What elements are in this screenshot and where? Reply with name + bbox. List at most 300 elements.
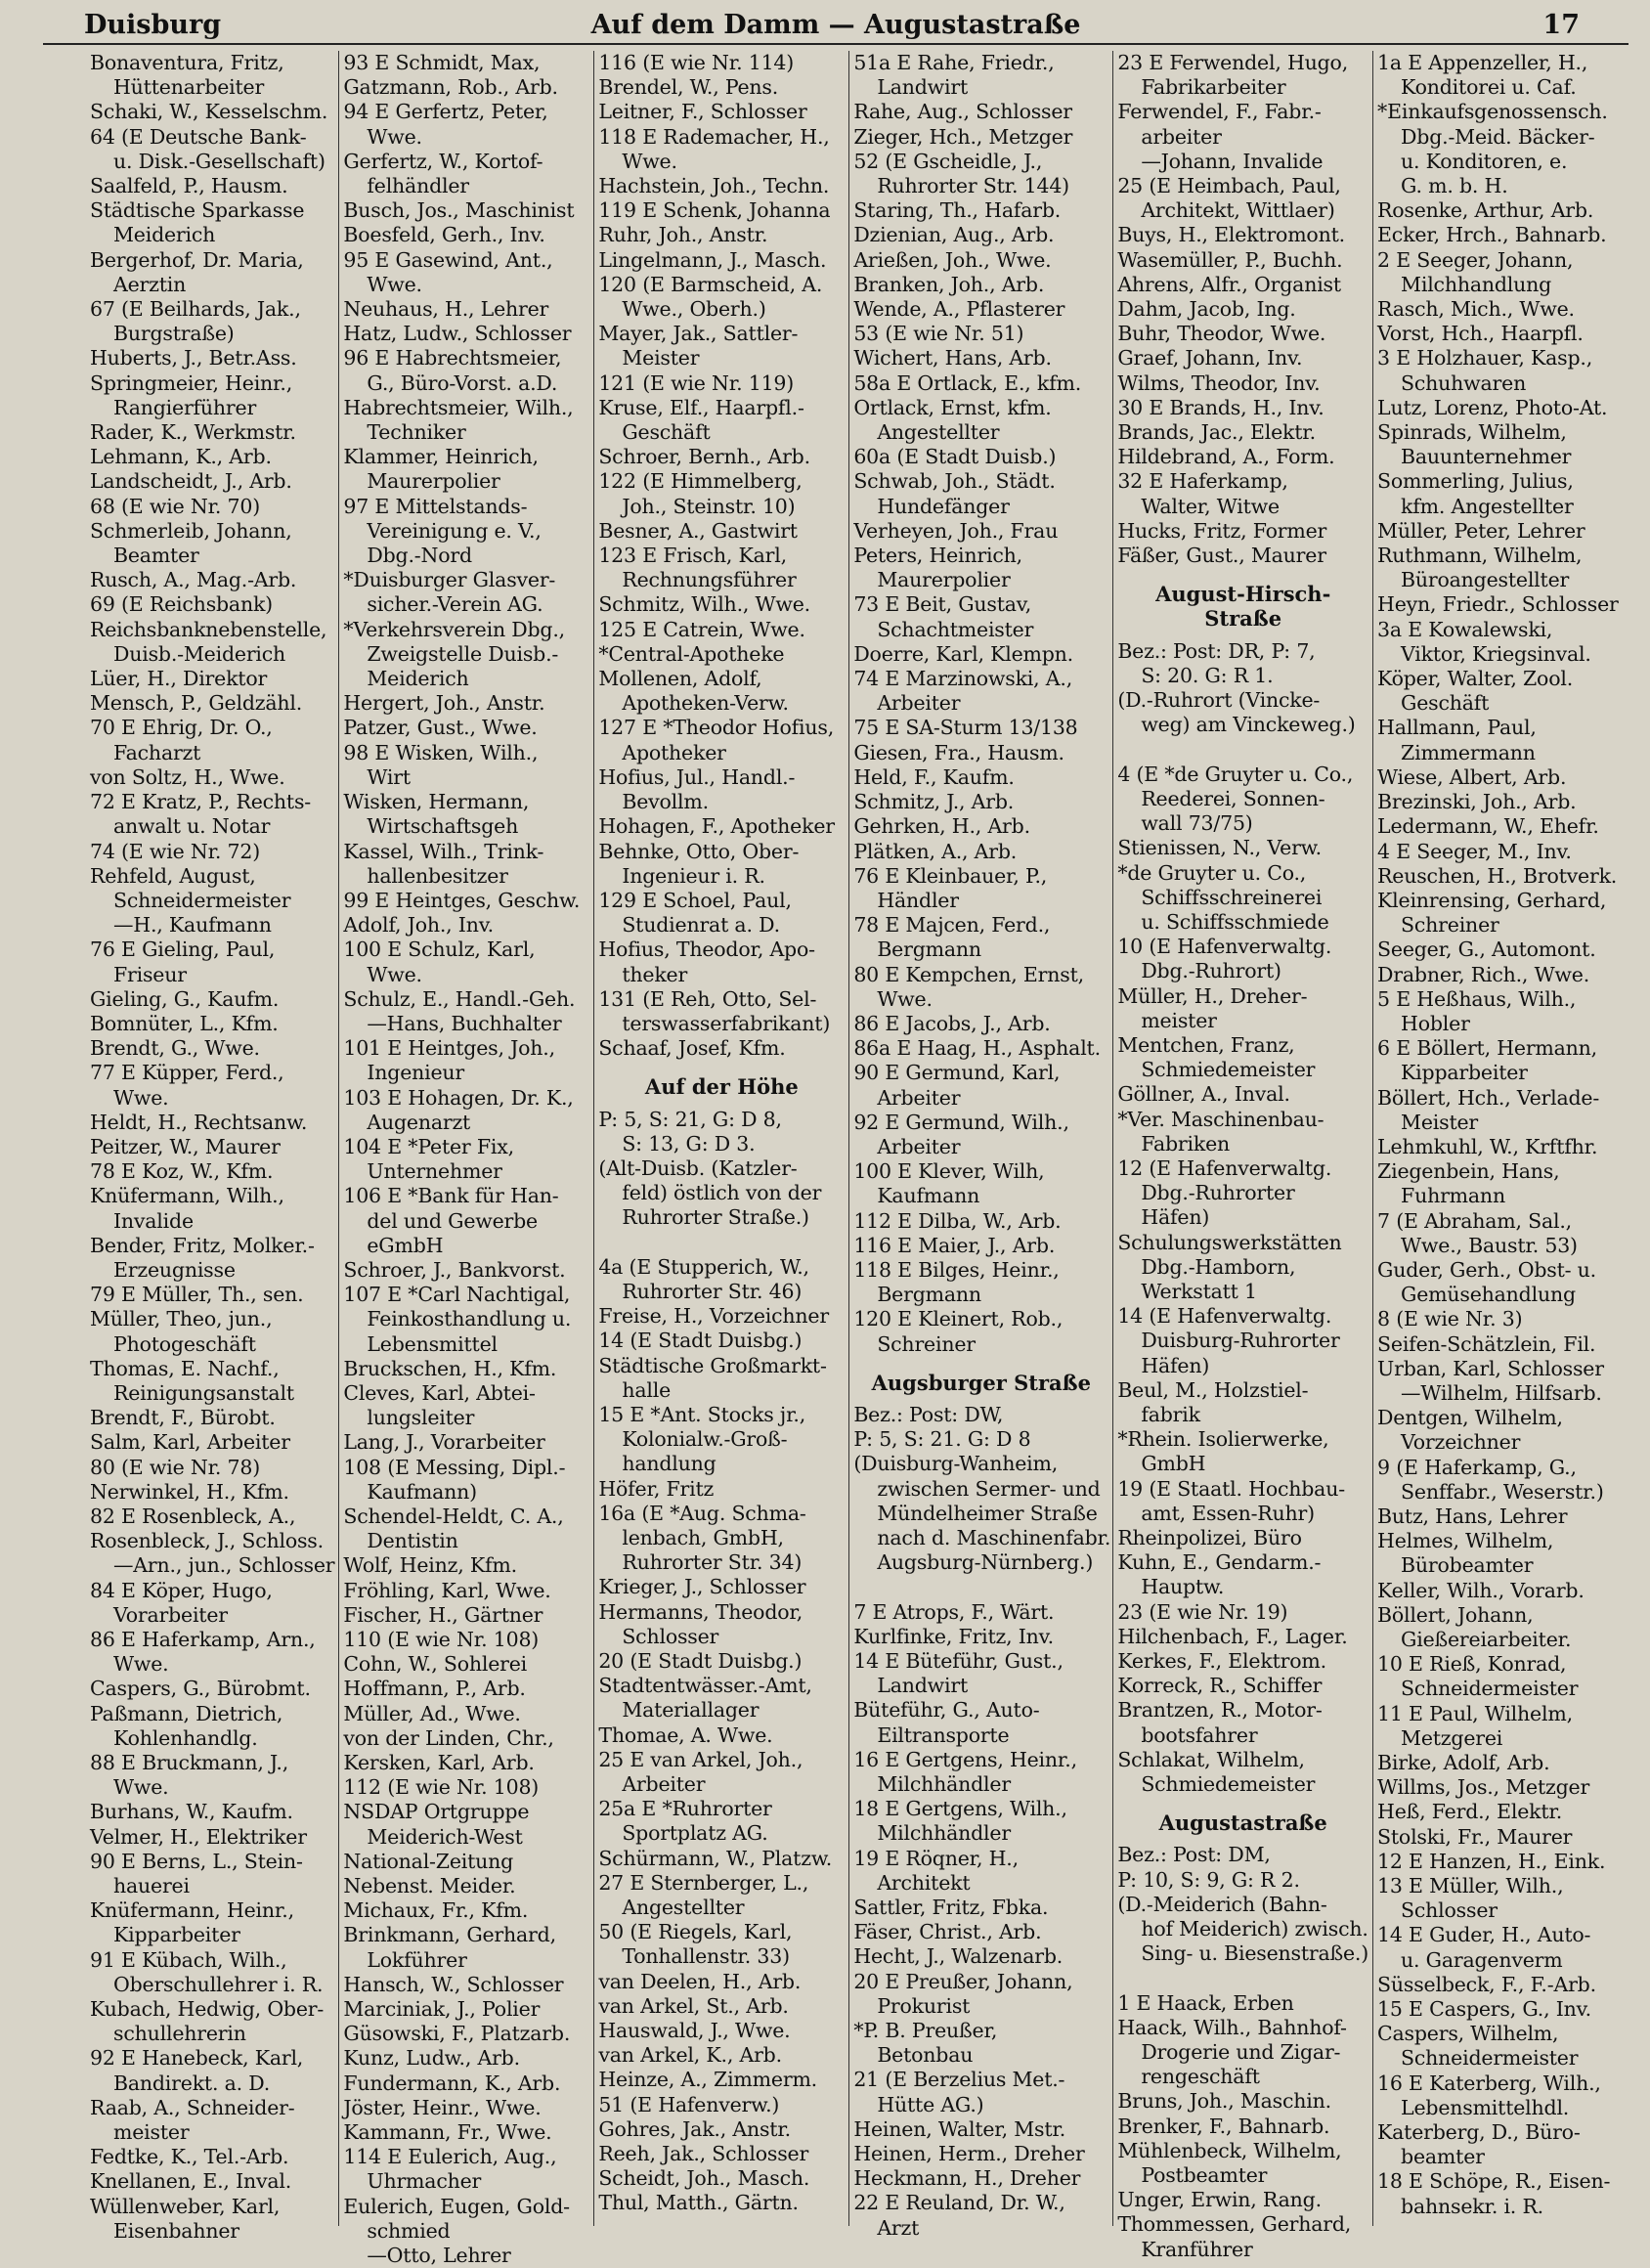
- entry-continuation: Wwe.: [367, 124, 422, 149]
- entry-continuation: Mündelheimer Straße: [877, 1501, 1098, 1525]
- entry-continuation: Kaufmann): [367, 1479, 477, 1504]
- directory-entry: Kammann, Fr., Wwe.: [343, 2120, 552, 2145]
- directory-entry: Verheyen, Joh., Frau: [853, 518, 1059, 543]
- entry-continuation: Vorzeichner: [1401, 1430, 1521, 1455]
- directory-entry: Boesfeld, Gerh., Inv.: [343, 223, 545, 247]
- directory-entry: Kerkes, F., Elektrom.: [1117, 1649, 1326, 1673]
- directory-entry: 76 E Kleinbauer, P.,: [853, 863, 1048, 888]
- entry-continuation: u. Konditoren, e.: [1401, 149, 1568, 173]
- directory-entry: Landscheidt, J., Arb.: [90, 469, 292, 494]
- entry-continuation: Wwe.: [113, 1652, 169, 1677]
- directory-entry: 92 E Hanebeck, Karl,: [90, 2046, 304, 2071]
- directory-entry: Rosenbleck, J., Schloss.: [90, 1529, 324, 1553]
- directory-entry: Springmeier, Heinr.,: [90, 371, 293, 395]
- directory-entry: Seifen-Schätzlein, Fil.: [1377, 1331, 1596, 1356]
- directory-entry: Kuhn, E., Gendarm.-: [1117, 1550, 1322, 1575]
- directory-entry: Mentchen, Franz,: [1117, 1032, 1295, 1057]
- directory-entry: Caspers, G., Bürobmt.: [90, 1677, 311, 1701]
- directory-entry: Fischer, H., Gärtner: [343, 1602, 543, 1627]
- entry-continuation: GmbH: [1141, 1452, 1206, 1476]
- directory-entry: Doerre, Karl, Klempn.: [853, 641, 1073, 666]
- directory-entry: 75 E SA-Sturm 13/138: [853, 716, 1078, 740]
- directory-entry: Besner, A., Gastwirt: [598, 518, 798, 543]
- directory-entry: 4a (E Stupperich, W.,: [598, 1254, 809, 1279]
- directory-entry: 12 (E Hafenverwaltg.: [1117, 1156, 1332, 1180]
- entry-continuation: S: 20. G: R 1.: [1141, 663, 1274, 687]
- entry-continuation: Schmiedemeister: [1141, 1772, 1316, 1797]
- directory-entry: Keller, Wilh., Vorarb.: [1377, 1578, 1585, 1602]
- entry-continuation: Wirt: [367, 764, 411, 789]
- directory-entry: Mühlenbeck, Wilhelm,: [1117, 2138, 1342, 2162]
- directory-entry: 12 E Hanzen, H., Eink.: [1377, 1849, 1606, 1873]
- directory-entry: 103 E Hohagen, Dr. K.,: [343, 1085, 574, 1110]
- directory-entry: Hachstein, Joh., Techn.: [598, 174, 830, 198]
- entry-continuation: terswasserfabrikant): [622, 1011, 831, 1035]
- entry-continuation: kfm. Angestellter: [1401, 494, 1574, 518]
- directory-entry: Hildebrand, A., Form.: [1117, 445, 1335, 469]
- directory-entry: Dzienian, Aug., Arb.: [853, 223, 1055, 247]
- directory-entry: Bomnüter, L., Kfm.: [90, 1011, 279, 1035]
- directory-entry: Ferwendel, F., Fabr.-: [1117, 100, 1322, 124]
- directory-entry: Guder, Gerh., Obst- u.: [1377, 1257, 1596, 1282]
- entry-continuation: —Arn., jun., Schlosser: [113, 1553, 335, 1578]
- directory-entry: van Deelen, H., Arb.: [598, 1969, 802, 1993]
- entry-continuation: amt, Essen-Ruhr): [1141, 1501, 1315, 1525]
- entry-continuation: Aerztin: [113, 272, 187, 296]
- entry-continuation: Geschäft: [1401, 691, 1490, 716]
- directory-entry: 19 E Röqner, H.,: [853, 1846, 1019, 1870]
- directory-entry: *Ver. Maschinenbau-: [1117, 1107, 1324, 1131]
- directory-entry: 84 E Köper, Hugo,: [90, 1578, 273, 1602]
- entry-continuation: Arbeiter: [877, 1134, 961, 1158]
- directory-column: [849, 51, 1113, 2240]
- entry-continuation: Burgstraße): [113, 322, 235, 346]
- directory-entry: Wüllenweber, Karl,: [90, 2194, 281, 2218]
- entry-continuation: Prokurist: [877, 1993, 971, 2018]
- entry-continuation: Ingenieur i. R.: [622, 863, 765, 888]
- directory-entry: 25 (E Heimbach, Paul,: [1117, 174, 1341, 198]
- directory-entry: 129 E Schoel, Paul,: [598, 888, 792, 912]
- entry-continuation: Wwe.: [877, 986, 933, 1011]
- directory-entry: Heinen, Herm., Dreher: [853, 2142, 1085, 2166]
- entry-continuation: weg) am Vinckeweg.): [1141, 713, 1356, 737]
- directory-entry: Stolski, Fr., Maurer: [1377, 1824, 1573, 1849]
- directory-entry: Vorst, Hch., Haarpfl.: [1377, 322, 1584, 346]
- entry-continuation: Kipparbeiter: [113, 1923, 240, 1947]
- entry-continuation: u. Disk.-Gesellschaft): [113, 149, 326, 173]
- directory-entry: Adolf, Joh., Inv.: [343, 913, 494, 938]
- entry-continuation: —Wilhelm, Hilfsarb.: [1401, 1380, 1602, 1405]
- entry-continuation: —Otto, Lehrer: [367, 2244, 511, 2268]
- directory-entry: Schroer, Bernh., Arb.: [598, 445, 810, 469]
- directory-entry: Spinrads, Wilhelm,: [1377, 420, 1567, 445]
- directory-entry: 116 (E wie Nr. 114): [598, 51, 795, 74]
- directory-entry: 19 (E Staatl. Hochbau-: [1117, 1476, 1345, 1501]
- directory-entry: 108 (E Messing, Dipl.-: [343, 1455, 566, 1479]
- directory-entry: Schwab, Joh., Städt.: [853, 469, 1056, 494]
- entry-continuation: bahnsekr. i. R.: [1401, 2194, 1543, 2218]
- directory-entry: Zieger, Hch., Metzger: [853, 124, 1073, 149]
- directory-entry: 127 E *Theodor Hofius,: [598, 716, 835, 740]
- directory-entry: 7 E Atrops, F., Wärt.: [853, 1599, 1055, 1624]
- directory-entry: Seeger, G., Automont.: [1377, 938, 1596, 962]
- directory-entry: Hofius, Theodor, Apo-: [598, 938, 815, 962]
- entry-continuation: Milchhandlung: [1401, 272, 1552, 296]
- directory-entry: Thul, Matth., Gärtn.: [598, 2191, 799, 2215]
- directory-entry: 51 (E Hafenverw.): [598, 2092, 780, 2116]
- directory-entry: 94 E Gerfertz, Peter,: [343, 100, 548, 124]
- directory-entry: Heinen, Walter, Mstr.: [853, 2116, 1066, 2141]
- directory-entry: (D.-Ruhrort (Vincke-: [1117, 688, 1321, 713]
- directory-entry: 27 E Sternberger, L.,: [598, 1870, 809, 1895]
- directory-entry: *Central-Apotheke: [598, 641, 785, 666]
- directory-column: [339, 51, 594, 2268]
- directory-entry: Ruthmann, Wilhelm,: [1377, 544, 1583, 568]
- directory-entry: von der Linden, Chr.,: [343, 1725, 554, 1750]
- entry-continuation: Schlosser: [622, 1624, 719, 1648]
- directory-entry: 69 (E Reichsbank): [90, 592, 273, 617]
- directory-entry: Burhans, W., Kaufm.: [90, 1800, 293, 1824]
- directory-entry: Held, F., Kaufm.: [853, 764, 1015, 789]
- entry-continuation: Schneidermeister: [1401, 1677, 1579, 1701]
- entry-continuation: Schneidermeister: [1401, 2046, 1579, 2071]
- directory-entry: Staring, Th., Hafarb.: [853, 198, 1062, 223]
- directory-entry: Schulz, E., Handl.-Geh.: [343, 986, 576, 1011]
- directory-entry: Hansch, W., Schlosser: [343, 1972, 564, 1996]
- directory-entry: Paßmann, Dietrich,: [90, 1701, 283, 1725]
- street-heading: August-Hirsch-Straße: [1155, 582, 1331, 632]
- directory-entry: Schmerleib, Johann,: [90, 518, 292, 543]
- directory-entry: Fedtke, K., Tel.-Arb.: [90, 2145, 289, 2169]
- directory-entry: 86 E Haferkamp, Arn.,: [90, 1628, 316, 1651]
- directory-entry: Brendel, W., Pens.: [598, 75, 779, 100]
- directory-entry: 92 E Germund, Wilh.,: [853, 1110, 1069, 1134]
- directory-entry: 88 E Bruckmann, J.,: [90, 1751, 289, 1775]
- directory-entry: Jöster, Heinr., Wwe.: [343, 2095, 542, 2119]
- entry-continuation: Kipparbeiter: [1401, 1061, 1528, 1085]
- directory-entry: Städtische Sparkasse: [90, 198, 305, 223]
- directory-entry: Hilchenbach, F., Lager.: [1117, 1624, 1348, 1648]
- directory-entry: 80 E Kempchen, Ernst,: [853, 962, 1084, 986]
- directory-entry: Birke, Adolf, Arb.: [1377, 1751, 1550, 1775]
- entry-continuation: u. Schiffsschmiede: [1141, 909, 1329, 934]
- directory-entry: 110 (E wie Nr. 108): [343, 1628, 540, 1651]
- entry-continuation: Augenarzt: [367, 1110, 471, 1134]
- directory-entry: Thommessen, Gerhard,: [1117, 2212, 1352, 2237]
- directory-entry: Ruhr, Joh., Anstr.: [598, 223, 768, 247]
- entry-continuation: Lebensmittelhdl.: [1401, 2095, 1570, 2119]
- entry-continuation: Dbg.-Meid. Bäcker-: [1401, 124, 1595, 149]
- directory-entry: 1 E Haack, Erben: [1117, 1990, 1294, 2015]
- directory-entry: Stadtentwässer.-Amt,: [598, 1674, 812, 1698]
- entry-continuation: Walter, Witwe: [1141, 494, 1280, 518]
- entry-continuation: Hundefänger: [877, 494, 1010, 518]
- directory-entry: Süsselbeck, F., F.-Arb.: [1377, 1972, 1596, 1996]
- directory-entry: Huberts, J., Betr.Ass.: [90, 346, 297, 371]
- directory-entry: Graef, Johann, Inv.: [1117, 346, 1303, 371]
- entry-continuation: Maurerpolier: [877, 568, 1011, 592]
- directory-entry: 73 E Beit, Gustav,: [853, 592, 1032, 617]
- directory-entry: 14 E Guder, H., Auto-: [1377, 1923, 1591, 1947]
- entry-continuation: Schneidermeister: [113, 888, 291, 912]
- directory-entry: Dahm, Jacob, Ing.: [1117, 297, 1296, 322]
- directory-entry: Rehfeld, August,: [90, 863, 256, 888]
- directory-entry: Dentgen, Wilhelm,: [1377, 1406, 1563, 1430]
- entry-continuation: Betonbau: [877, 2043, 974, 2068]
- directory-entry: 64 (E Deutsche Bank-: [90, 124, 307, 149]
- entry-continuation: Erzeugnisse: [113, 1257, 236, 1282]
- directory-entry: Hermanns, Theodor,: [598, 1599, 803, 1624]
- entry-continuation: meister: [1141, 1008, 1217, 1032]
- entry-continuation: schullehrerin: [113, 2022, 246, 2046]
- directory-entry: Heyn, Friedr., Schlosser: [1377, 592, 1619, 617]
- directory-entry: Müller, Theo, jun.,: [90, 1307, 273, 1331]
- directory-entry: Göllner, A., Inval.: [1117, 1082, 1290, 1107]
- directory-entry: Wasemüller, P., Buchh.: [1117, 247, 1343, 272]
- directory-entry: Sattler, Fritz, Fbka.: [853, 1896, 1049, 1920]
- entry-continuation: lenbach, GmbH,: [622, 1525, 784, 1549]
- entry-continuation: sicher.-Verein AG.: [367, 592, 543, 617]
- entry-continuation: hof Meiderich) zwisch.: [1141, 1917, 1368, 1941]
- directory-entry: Bez.: Post: DW,: [853, 1402, 1004, 1426]
- entry-continuation: Händler: [877, 888, 959, 912]
- directory-entry: Kubach, Hedwig, Ober-: [90, 1997, 325, 2022]
- directory-entry: Raab, A., Schneider-: [90, 2095, 295, 2119]
- entry-continuation: Angestellter: [877, 420, 1000, 445]
- directory-entry: Schmitz, J., Arb.: [853, 790, 1015, 814]
- directory-column: [1113, 51, 1373, 2261]
- directory-entry: Peters, Heinrich,: [853, 544, 1022, 568]
- entry-continuation: Rechnungsführer: [622, 568, 797, 592]
- entry-continuation: Arzt: [877, 2215, 920, 2240]
- directory-entry: Buys, H., Elektromont.: [1117, 223, 1345, 247]
- directory-entry: Hatz, Ludw., Schlosser: [343, 322, 572, 346]
- directory-entry: 93 E Schmidt, Max,: [343, 51, 541, 74]
- directory-entry: Brantzen, R., Motor-: [1117, 1698, 1323, 1723]
- directory-entry: Fäser, Christ., Arb.: [853, 1920, 1042, 1944]
- entry-continuation: fabrik: [1141, 1402, 1200, 1426]
- directory-entry: Hergert, Joh., Anstr.: [343, 691, 545, 716]
- entry-continuation: Wirtschaftsgeh: [367, 814, 519, 839]
- directory-entry: P: 10, S: 9, G: R 2.: [1117, 1867, 1300, 1892]
- directory-entry: 22 E Reuland, Dr. W.,: [853, 2191, 1065, 2215]
- directory-entry: Schaaf, Josef, Kfm.: [598, 1036, 786, 1061]
- directory-entry: Reeh, Jak., Schlosser: [598, 2142, 809, 2166]
- entry-continuation: Reinigungsanstalt: [113, 1380, 294, 1405]
- directory-entry: Thomae, A. Wwe.: [598, 1723, 773, 1747]
- directory-entry: Saalfeld, P., Hausm.: [90, 174, 288, 198]
- entry-continuation: schmied: [367, 2218, 451, 2243]
- entry-continuation: Landwirt: [877, 1674, 969, 1698]
- entry-continuation: nach d. Maschinenfabr.: [877, 1525, 1111, 1549]
- directory-entry: 30 E Brands, H., Inv.: [1117, 395, 1324, 419]
- directory-entry: Klammer, Heinrich,: [343, 445, 539, 469]
- directory-entry: Beul, M., Holzstiel-: [1117, 1377, 1309, 1402]
- entry-continuation: anwalt u. Notar: [113, 814, 271, 839]
- directory-entry: Wolf, Heinz, Kfm.: [343, 1553, 517, 1578]
- directory-entry: Scheidt, Joh., Masch.: [598, 2166, 810, 2191]
- directory-entry: 119 E Schenk, Johanna: [598, 198, 831, 223]
- entry-continuation: —Johann, Invalide: [1141, 149, 1324, 173]
- street-heading: Augustastraße: [1158, 1810, 1327, 1836]
- entry-continuation: lungsleiter: [367, 1406, 475, 1430]
- directory-entry: 106 E *Bank für Han-: [343, 1184, 559, 1208]
- entry-continuation: Meiderich-West: [367, 1824, 523, 1849]
- entry-continuation: Büroangestellter: [1401, 568, 1570, 592]
- directory-entry: Arießen, Joh., Wwe.: [853, 247, 1052, 272]
- directory-entry: 51a E Rahe, Friedr.,: [853, 51, 1055, 74]
- directory-entry: 11 E Paul, Wilhelm,: [1377, 1701, 1573, 1725]
- entry-continuation: Facharzt: [113, 740, 201, 764]
- directory-entry: Fröhling, Karl, Wwe.: [343, 1578, 551, 1602]
- entry-continuation: Lebensmittel: [367, 1331, 498, 1356]
- directory-entry: 104 E *Peter Fix,: [343, 1134, 514, 1158]
- directory-entry: 18 E Gertgens, Wilh.,: [853, 1797, 1067, 1821]
- directory-entry: Katerberg, D., Büro-: [1377, 2120, 1581, 2145]
- street-heading: Augsburger Straße: [871, 1370, 1091, 1395]
- directory-entry: Lutz, Lorenz, Photo-At.: [1377, 395, 1608, 419]
- directory-entry: 3a E Kowalewski,: [1377, 617, 1553, 641]
- directory-entry: Hucks, Fritz, Former: [1117, 518, 1327, 543]
- directory-entry: Kleinrensing, Gerhard,: [1377, 888, 1607, 912]
- directory-entry: Haack, Wilh., Bahnhof-: [1117, 2015, 1347, 2039]
- entry-continuation: Sportplatz AG.: [622, 1821, 768, 1846]
- directory-entry: (Alt-Duisb. (Katzler-: [598, 1156, 798, 1180]
- entry-continuation: Techniker: [367, 420, 466, 445]
- directory-entry: Eulerich, Eugen, Gold-: [343, 2194, 570, 2218]
- directory-entry: (Duisburg-Wanheim,: [853, 1452, 1059, 1476]
- entry-continuation: Bergmann: [877, 1283, 981, 1307]
- entry-continuation: Schlosser: [1401, 1898, 1498, 1923]
- directory-entry: Bruns, Joh., Maschin.: [1117, 2089, 1331, 2114]
- directory-entry: 74 (E wie Nr. 72): [90, 839, 261, 863]
- directory-entry: Kassel, Wilh., Trink-: [343, 839, 544, 863]
- directory-entry: 32 E Haferkamp,: [1117, 469, 1288, 494]
- entry-continuation: Postbeamter: [1141, 2163, 1268, 2188]
- entry-continuation: Hobler: [1401, 1011, 1470, 1035]
- directory-entry: Nerwinkel, H., Kfm.: [90, 1479, 289, 1504]
- directory-entry: 18 E Schöpe, R., Eisen-: [1377, 2169, 1611, 2194]
- directory-entry: 60a (E Stadt Duisb.): [853, 445, 1057, 469]
- entry-continuation: Vorarbeiter: [113, 1602, 228, 1627]
- entry-continuation: Duisb.-Meiderich: [113, 641, 286, 666]
- directory-entry: 82 E Rosenbleck, A.,: [90, 1504, 296, 1528]
- entry-continuation: handlung: [622, 1452, 716, 1476]
- directory-entry: 114 E Eulerich, Aug.,: [343, 2145, 557, 2169]
- directory-entry: 91 E Kübach, Wilh.,: [90, 1947, 287, 1972]
- directory-entry: Fäßer, Gust., Maurer: [1117, 544, 1326, 568]
- entry-continuation: Milchhändler: [877, 1772, 1011, 1797]
- directory-entry: Hallmann, Paul,: [1377, 716, 1537, 740]
- directory-entry: 9 (E Haferkamp, G.,: [1377, 1455, 1577, 1479]
- entry-continuation: Senffabr., Weserstr.): [1401, 1479, 1604, 1504]
- directory-entry: Rheinpolizei, Büro: [1117, 1525, 1302, 1549]
- directory-entry: Kunz, Ludw., Arb.: [343, 2046, 520, 2071]
- directory-entry: Kurlfinke, Fritz, Inv.: [853, 1624, 1054, 1648]
- directory-entry: Wilms, Theodor, Inv.: [1117, 371, 1321, 395]
- directory-entry: *Verkehrsverein Dbg.,: [343, 617, 565, 641]
- directory-entry: Gohres, Jak., Anstr.: [598, 2116, 791, 2141]
- entry-continuation: Viktor, Kriegsinval.: [1401, 641, 1591, 666]
- entry-continuation: Wwe., Oberh.): [622, 297, 766, 322]
- entry-continuation: Wwe.: [367, 272, 422, 296]
- entry-continuation: Studienrat a. D.: [622, 913, 780, 938]
- entry-continuation: Schuhwaren: [1401, 371, 1527, 395]
- directory-entry: *Rhein. Isolierwerke,: [1117, 1427, 1329, 1452]
- directory-columns: [43, 51, 1628, 2268]
- entry-continuation: Dbg.-Ruhrorter: [1141, 1181, 1295, 1205]
- entry-continuation: Wwe., Baustr. 53): [1401, 1233, 1578, 1257]
- directory-entry: Hecht, J., Walzenarb.: [853, 1944, 1064, 1969]
- directory-entry: 107 E *Carl Nachtigal,: [343, 1283, 571, 1307]
- directory-entry: Hoffmann, P., Arb.: [343, 1677, 526, 1701]
- entry-continuation: Kolonialw.-Groß-: [622, 1427, 788, 1452]
- directory-entry: 86 E Jacobs, J., Arb.: [853, 1011, 1051, 1035]
- entry-continuation: Wwe.: [113, 1085, 169, 1110]
- entry-continuation: arbeiter: [1141, 124, 1222, 149]
- entry-continuation: Gießereiarbeiter.: [1401, 1628, 1572, 1651]
- directory-entry: Stienissen, N., Verw.: [1117, 836, 1322, 860]
- directory-entry: 14 (E Stadt Duisbg.): [598, 1329, 803, 1353]
- directory-entry: Salm, Karl, Arbeiter: [90, 1430, 290, 1455]
- entry-continuation: Drogerie und Zigar-: [1141, 2040, 1341, 2065]
- directory-entry: 76 E Gieling, Paul,: [90, 938, 276, 962]
- entry-continuation: Joh., Steinstr. 10): [622, 494, 796, 518]
- entry-continuation: Hauptw.: [1141, 1575, 1225, 1599]
- directory-entry: Güsowski, F., Platzarb.: [343, 2022, 571, 2046]
- directory-entry: Lingelmann, J., Masch.: [598, 247, 827, 272]
- directory-entry: Bez.: Post: DM,: [1117, 1843, 1271, 1867]
- directory-entry: 25a E *Ruhrorter: [598, 1797, 772, 1821]
- entry-continuation: Dbg.-Hamborn,: [1141, 1254, 1296, 1279]
- directory-entry: P: 5, S: 21, G: D 8,: [598, 1107, 782, 1131]
- entry-continuation: Bürobeamter: [1401, 1553, 1534, 1578]
- entry-continuation: wall 73/75): [1141, 811, 1253, 836]
- directory-entry: van Arkel, St., Arb.: [598, 1993, 789, 2018]
- directory-entry: 101 E Heintges, Joh.,: [343, 1036, 555, 1061]
- directory-entry: Giesen, Fra., Hausm.: [853, 740, 1064, 764]
- directory-entry: (D.-Meiderich (Bahn-: [1117, 1892, 1327, 1916]
- directory-entry: Rasch, Mich., Wwe.: [1377, 297, 1575, 322]
- entry-continuation: Invalide: [113, 1208, 194, 1233]
- directory-entry: 77 E Küpper, Ferd.,: [90, 1061, 284, 1085]
- entry-continuation: Landwirt: [877, 75, 969, 100]
- directory-entry: Michaux, Fr., Kfm.: [343, 1898, 529, 1923]
- directory-entry: 2 E Seeger, Johann,: [1377, 247, 1574, 272]
- entry-continuation: —H., Kaufmann: [113, 913, 272, 938]
- directory-entry: Urban, Karl, Schlosser: [1377, 1356, 1604, 1380]
- directory-entry: Gehrken, H., Arb.: [853, 814, 1030, 839]
- entry-continuation: Maurerpolier: [367, 469, 500, 494]
- directory-entry: 90 E Germund, Karl,: [853, 1061, 1061, 1085]
- directory-entry: 80 (E wie Nr. 78): [90, 1455, 261, 1479]
- directory-entry: 23 E Ferwendel, Hugo,: [1117, 51, 1349, 74]
- directory-entry: 8 (E wie Nr. 3): [1377, 1307, 1523, 1331]
- directory-entry: 118 E Bilges, Heinr.,: [853, 1257, 1060, 1282]
- directory-entry: Schlakat, Wilhelm,: [1117, 1747, 1305, 1771]
- entry-continuation: Schmiedemeister: [1141, 1058, 1316, 1082]
- entry-continuation: feld) östlich von der: [622, 1181, 822, 1205]
- directory-entry: Helmes, Wilhelm,: [1377, 1529, 1554, 1553]
- directory-entry: 112 (E wie Nr. 108): [343, 1775, 540, 1800]
- directory-entry: Drabner, Rich., Wwe.: [1377, 962, 1590, 986]
- directory-entry: Busch, Jos., Maschinist: [343, 198, 575, 223]
- entry-continuation: Feinkosthandlung u.: [367, 1307, 572, 1331]
- directory-entry: 15 E Caspers, G., Inv.: [1377, 1997, 1591, 2022]
- entry-continuation: Ruhrorter Str. 46): [622, 1279, 803, 1303]
- entry-continuation: Unternehmer: [367, 1159, 502, 1184]
- directory-entry: 21 (E Berzelius Met.-: [853, 2068, 1065, 2092]
